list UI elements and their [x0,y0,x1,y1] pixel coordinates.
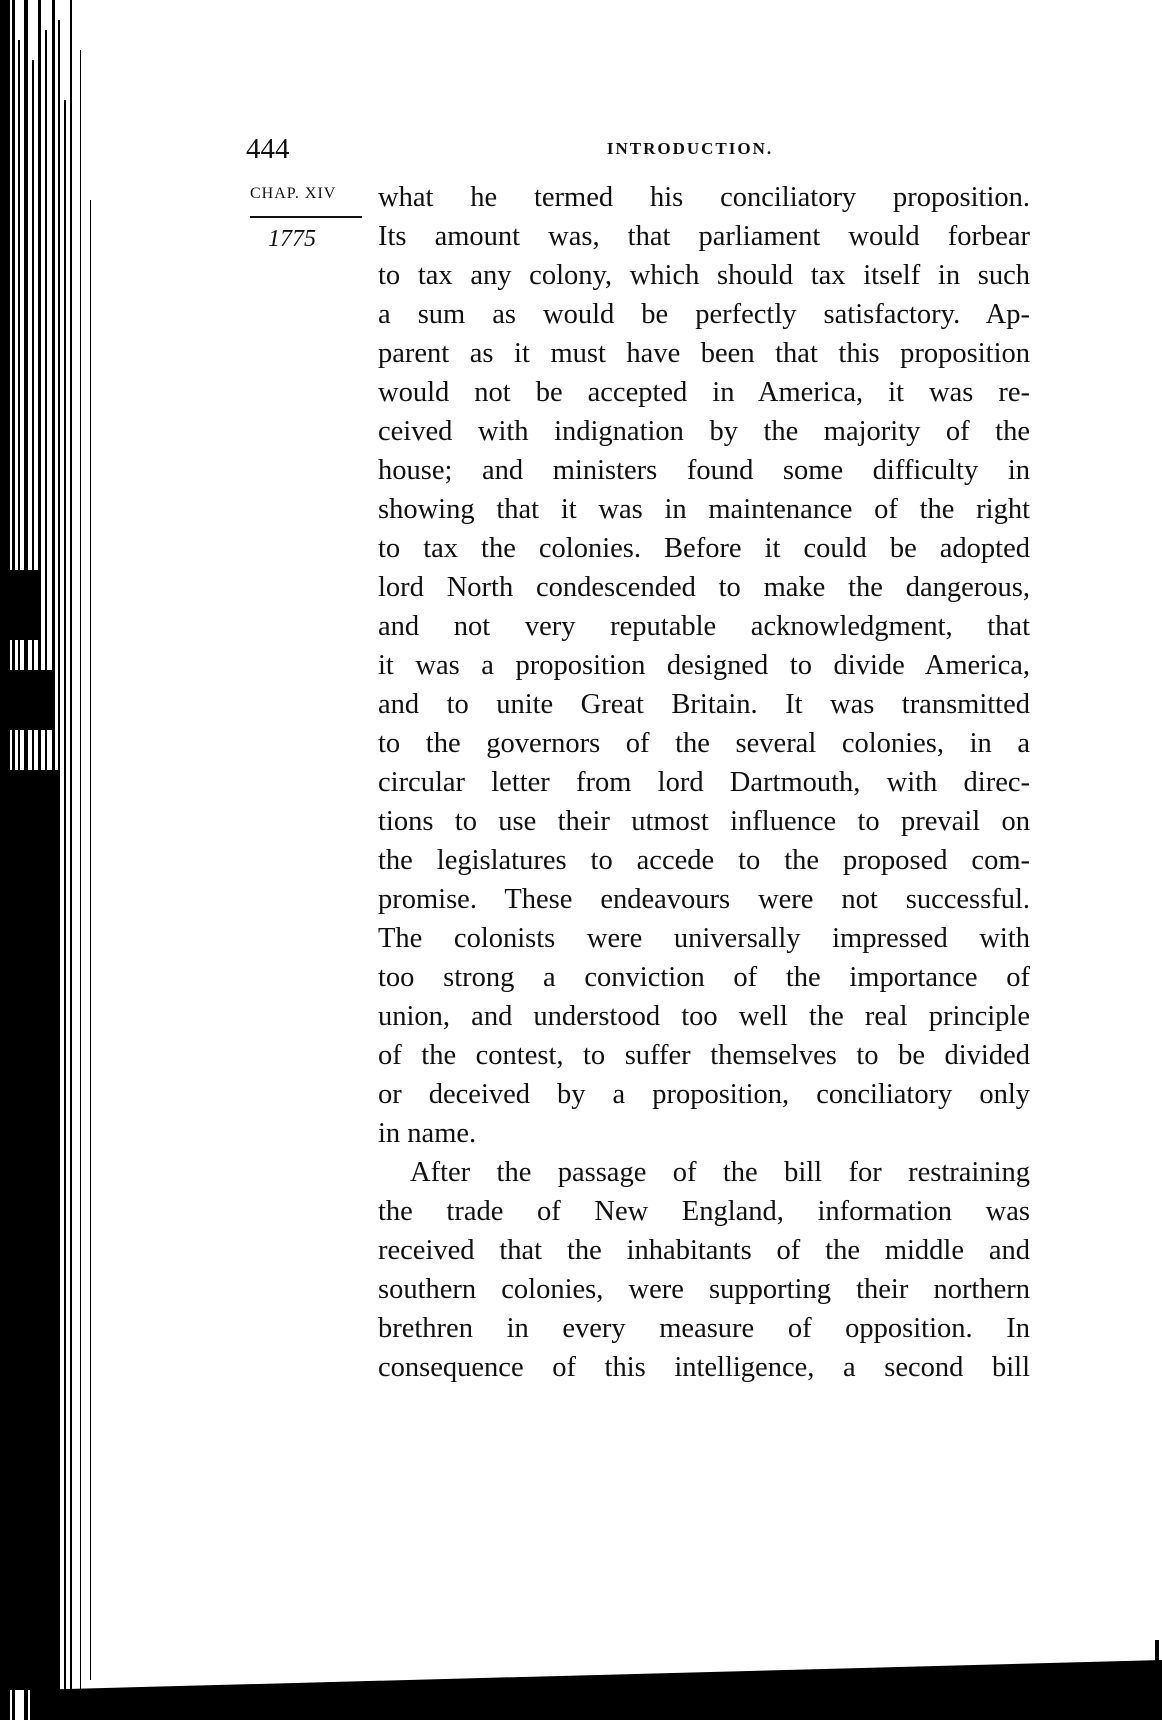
text-line: lord North condescended to make the dangerous, [378,572,1030,603]
text-line: ceived with indignation by the majority of the [378,416,1030,447]
text-line: and not very reputable acknowledgment, that [378,611,1030,642]
text-line: consequence of this intelligence, a second bill [378,1352,1030,1383]
margin-chapter: CHAP. XIV [250,185,337,202]
text-line: After the passage of the bill for restraining [410,1157,1030,1188]
margin-rule [250,216,362,218]
running-title: INTRODUCTION. [606,139,774,158]
text-line: to tax any colony, which should tax itself in such [378,260,1030,291]
paragraph [378,178,1030,1153]
text-line: and to unite Great Britain. It was transmitted [378,689,1030,720]
text-line: house; and ministers found some difficulty in [378,455,1030,486]
text-line: circular letter from lord Dartmouth, with direc- [378,767,1030,798]
text-line: in name. [378,1118,477,1149]
text-line: promise. These endeavours were not successful. [378,884,1030,915]
text-line: southern colonies, were supporting their northern [378,1274,1030,1305]
page-number: 444 [246,133,290,165]
text-line: the trade of New England, information was [378,1196,1030,1227]
text-line: union, and understood too well the real principle [378,1001,1030,1032]
margin-year: 1775 [268,226,316,252]
text-line: would not be accepted in America, it was re- [378,377,1030,408]
text-line: a sum as would be perfectly satisfactory. Ap- [378,299,1030,330]
text-line: tions to use their utmost influence to prevail on [378,806,1030,837]
paragraph [378,1153,1030,1387]
text-line: showing that it was in maintenance of the right [378,494,1030,525]
text-line: what he termed his conciliatory proposition. [378,182,1030,213]
text-line: it was a proposition designed to divide America, [378,650,1030,681]
text-line: to tax the colonies. Before it could be adopted [378,533,1030,564]
text-line: to the governors of the several colonies, in a [378,728,1030,759]
text-line: parent as it must have been that this proposition [378,338,1030,369]
text-line: The colonists were universally impressed with [378,923,1030,954]
text-line: brethren in every measure of opposition. In [378,1313,1030,1344]
body-text [378,178,1030,1387]
text-line: of the contest, to suffer themselves to be divided [378,1040,1030,1071]
text-line: received that the inhabitants of the middle and [378,1235,1030,1266]
text-line: Its amount was, that parliament would forbear [378,221,1030,252]
text-line: the legislatures to accede to the proposed com- [378,845,1030,876]
text-line: too strong a conviction of the importance of [378,962,1030,993]
text-line: or deceived by a proposition, conciliatory only [378,1079,1030,1110]
